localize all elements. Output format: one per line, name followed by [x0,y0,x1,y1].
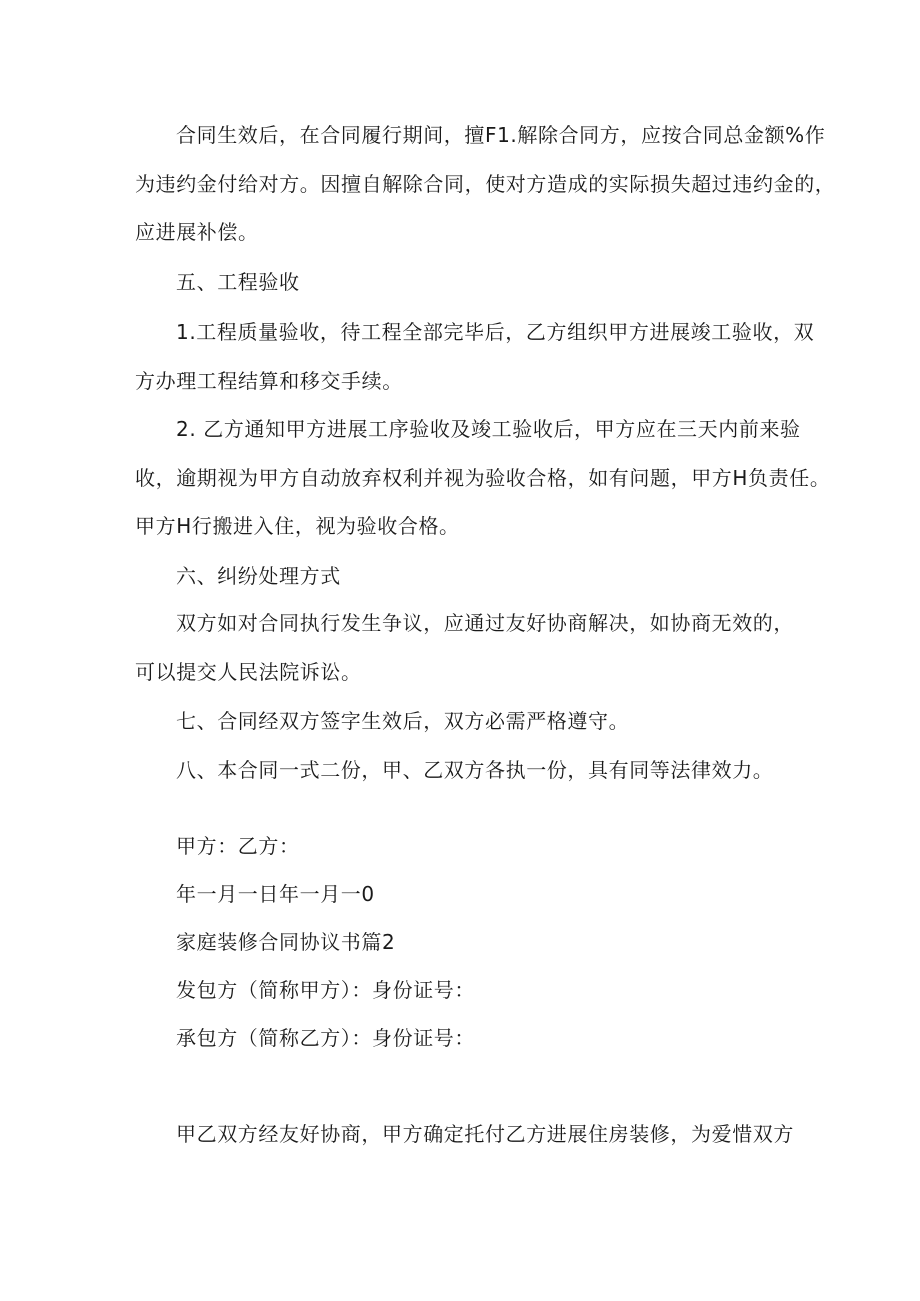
paragraph-line-5: 1.工程质量验收，待工程全部完毕后，乙方组织甲方进展竣工验收，双 [176,320,815,344]
paragraph-line-6: 方办理工程结算和移交手续。 [135,369,403,393]
document-subtitle: 家庭装修合同协议书篇2 [176,930,396,954]
section-heading-6: 六、纠纷处理方式 [176,564,341,588]
section-heading-5: 五、工程验收 [176,270,300,294]
paragraph-line-1: 合同生效后，在合同履行期间，擅F1.解除合同方，应按合同总金额%作 [176,123,826,147]
section-heading-8: 八、本合同一式二份，甲、乙双方各执一份，具有同等法律效力。 [176,758,774,782]
paragraph-line-12: 可以提交人民法院诉讼。 [135,660,362,684]
party-b-line: 承包方（简称乙方）：身份证号： [176,1026,475,1050]
paragraph-line-8: 收，逾期视为甲方自动放弃权利并视为验收合格，如有问题，甲方H负责任。 [135,466,831,490]
paragraph-line-3: 应进展补偿。 [135,220,259,244]
paragraph-line-9: 甲方H行搬进入住，视为验收合格。 [135,514,460,538]
party-a-line: 发包方（简称甲方）：身份证号： [176,978,475,1002]
paragraph-line-20: 甲乙双方经友好协商，甲方确定托付乙方进展住房装修，为爱惜双方 [176,1122,794,1146]
signature-dates: 年一月一日年一月一0 [176,882,375,906]
paragraph-line-7: 2. 乙方通知甲方进展工序验收及竣工验收后，甲方应在三天内前来验 [176,417,801,441]
section-heading-7: 七、合同经双方签字生效后，双方必需严格遵守。 [176,709,630,733]
paragraph-line-2: 为违约金付给对方。因擅自解除合同，使对方造成的实际损失超过违约金的， [135,172,836,196]
signature-parties: 甲方：乙方： [176,834,300,858]
paragraph-line-11: 双方如对合同执行发生争议，应通过友好协商解决，如协商无效的， [176,611,794,635]
